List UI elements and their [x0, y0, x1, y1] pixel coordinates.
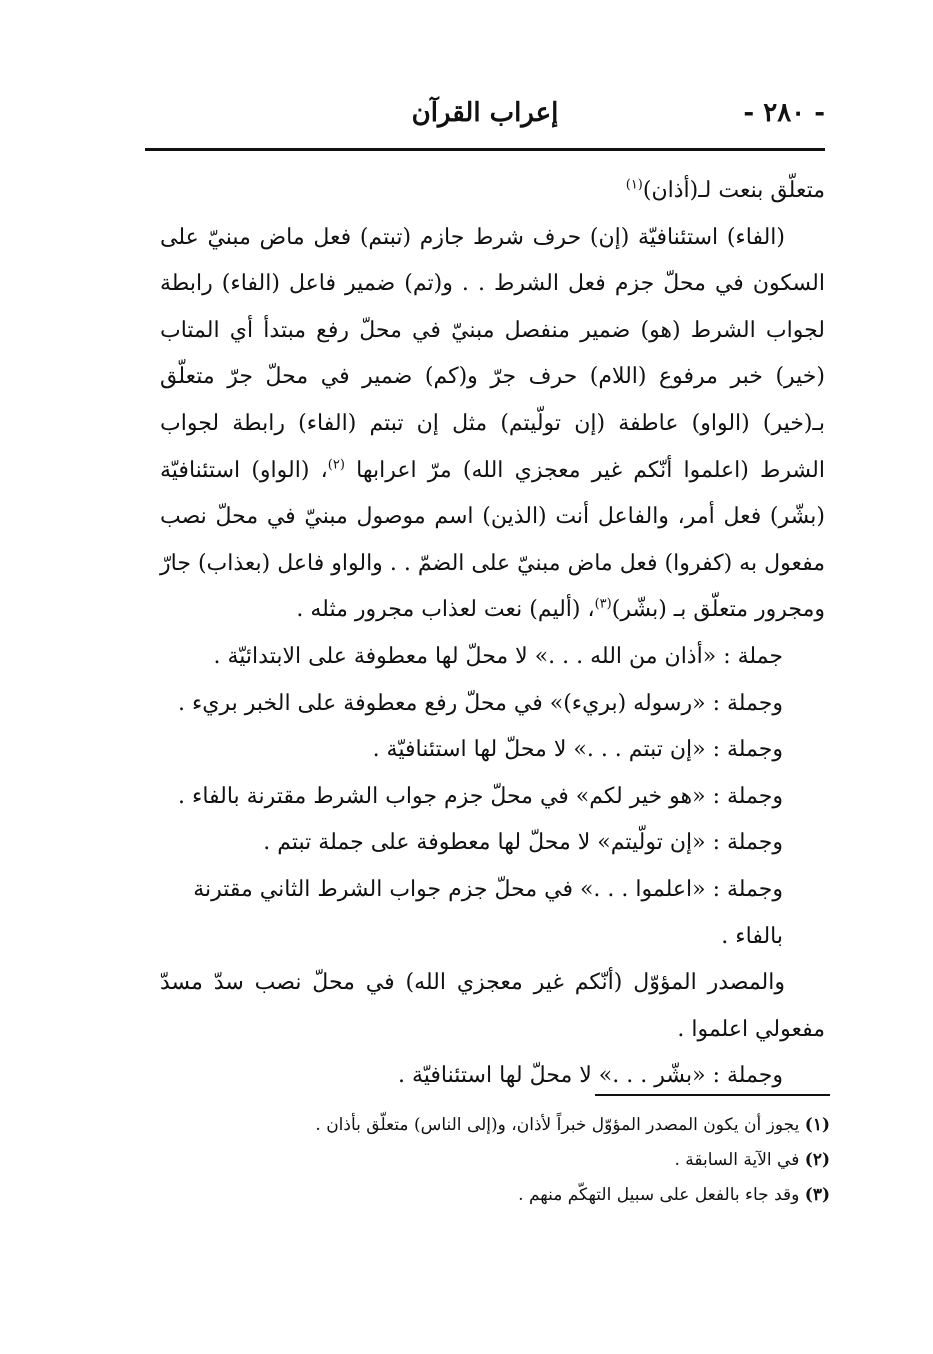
sentence-item: وجملة : «إن تولّيتم» لا محلّ لها معطوفة على جملة تبتم .: [263, 830, 783, 856]
sentence-item: جملة : «أذان من الله . . .» لا محلّ لها معطوفة على الابتدائيّة .: [213, 643, 783, 669]
page-header: [145, 98, 825, 138]
footnote-item: (٣) وقد جاء بالفعل على سبيل التهكّم منهم .: [518, 1185, 830, 1205]
footnote-ref-1: (١): [625, 177, 643, 193]
footnote-item: (١) يجوز أن يكون المصدر المؤوّل خبراً لأذان، و(إلى الناس) متعلّق بأذان .: [315, 1115, 830, 1135]
footnotes: [160, 1108, 830, 1213]
footnote-ref-3: (٣): [594, 597, 612, 613]
paragraph-masdar: والمصدر المؤوّل (أنّكم غير معجزي الله) في محلّ نصب سدّ مسدّ مفعولي اعلموا .: [160, 970, 825, 1042]
sentence-item-last: وجملة : «بشّر . . .» لا محلّ لها استئنافيّة .: [397, 1063, 783, 1089]
running-title: إعراب القرآن: [411, 98, 559, 128]
footnote-rule: [595, 1094, 830, 1096]
header-rule: [145, 148, 825, 151]
sentence-item: وجملة : «اعلموا . . .» في محلّ جزم جواب الشرط الثاني مقترنة بالفاء .: [193, 876, 783, 949]
paragraph-irab: (الفاء) استئنافيّة (إن) حرف شرط جازم (تبتم) فعل ماض مبنيّ على السكون في محلّ جزم فعل الشرط . . و(تم) ضمير فاعل (الفاء) رابطة لجواب الشرط (هو) ضمير منفصل مبنيّ في محلّ رفع مبتدأ أي المتاب (خير) خبر مرفوع (اللام) حرف جرّ و(كم) ضمير في محلّ جرّ متعلّق بـ(خير) (الواو) عاطفة (إن تولّيتم) مثل إن تبتم (الفاء) رابطة لجواب الشرط (اعلموا أنّكم غير معجزي الله) مرّ اعرابها $^{(٢)}$، (الواو) استئنافيّة (بشّر) فعل أمر، والفاعل أنت (الذين) اسم موصول مبنيّ في محلّ نصب مفعول به (كفروا) فعل ماض مبنيّ على الضمّ . . والواو فاعل (بعذاب) جارّ ومجرور متعلّق بـ (بشّر)$^{(٣)}$، (أليم) نعت لعذاب مجرور مثله .: [160, 224, 826, 623]
sentence-item: وجملة : «هو خير لكم» في محلّ جزم جواب الشرط مقترنة بالفاء .: [177, 783, 783, 809]
sentence-item: وجملة : «رسوله (بريء)» في محلّ رفع معطوفة على الخبر بريء .: [177, 690, 783, 716]
sentence-item: وجملة : «إن تبتم . . .» لا محلّ لها استئنافيّة .: [372, 737, 783, 763]
paragraph-intro: متعلّق بنعت لـ(أذان)$^{(١)}$: [625, 177, 825, 203]
footnote-ref-2: (٢): [327, 457, 345, 473]
page-number: - ٢٨٠ -: [743, 98, 825, 128]
footnote-item: (٢) في الآية السابقة .: [674, 1150, 830, 1170]
main-text: [160, 168, 825, 1100]
